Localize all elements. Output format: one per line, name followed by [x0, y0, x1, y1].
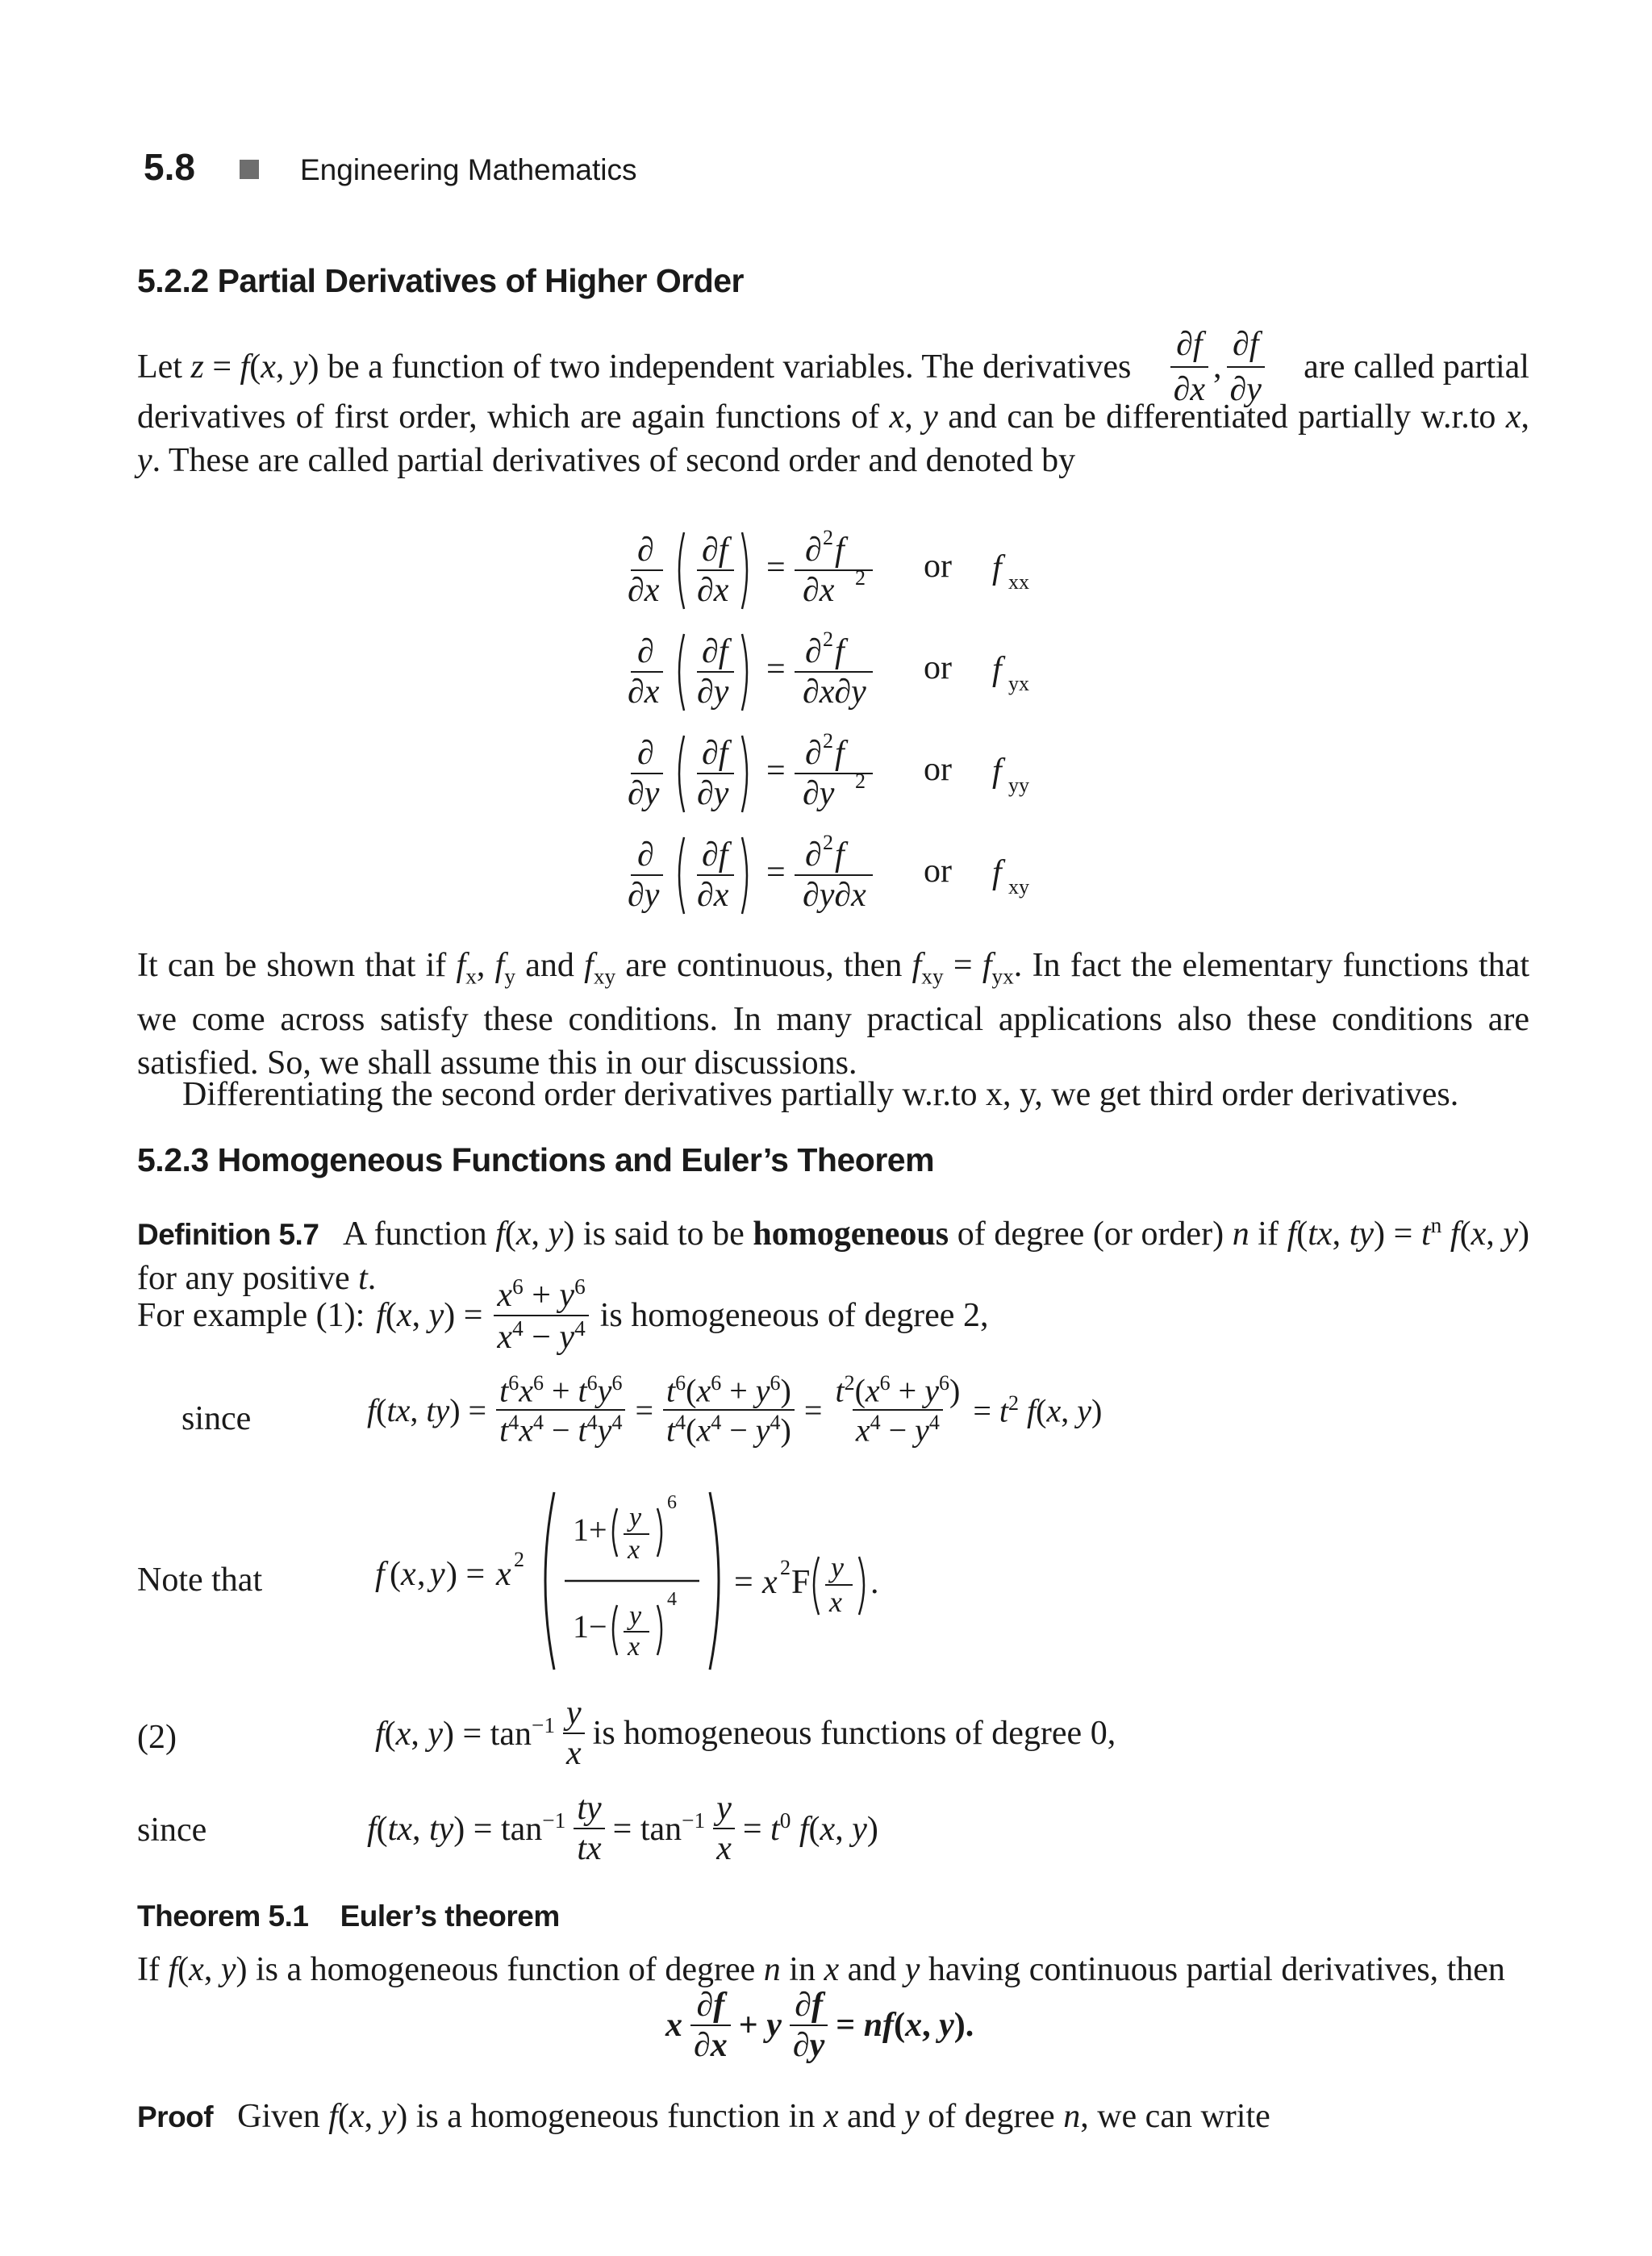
- svg-text:f: f: [835, 532, 845, 569]
- svg-text:2: 2: [855, 566, 866, 590]
- svg-text:=: =: [766, 753, 786, 790]
- svg-text:∂y: ∂y: [697, 775, 729, 812]
- square-bullet-icon: [240, 160, 259, 179]
- svg-text:∂: ∂: [637, 532, 654, 569]
- svg-text:∂x: ∂x: [803, 572, 835, 609]
- theorem-label: Theorem 5.1: [137, 1899, 309, 1933]
- example-2-label: (2): [137, 1719, 177, 1756]
- svg-text:F: F: [791, 1564, 811, 1601]
- svg-text:2: 2: [823, 729, 833, 753]
- example-1: For example (1): f(x, y) = $\frac{x^6 + y^6}{x^4 - y^4}$ is homogeneous of degree 2,: [137, 1274, 989, 1356]
- or-label: or: [924, 548, 952, 585]
- svg-text:∂x: ∂x: [697, 572, 729, 609]
- svg-text:∂f: ∂f: [702, 735, 728, 772]
- svg-text:∂f: ∂f: [702, 836, 728, 874]
- proof: Proof Given f(x, y) is a homogeneous function in x and y of degree n, we can write: [137, 2098, 1270, 2135]
- svg-text:f: f: [835, 836, 845, 874]
- svg-text:∂y: ∂y: [803, 775, 835, 812]
- since-equation-1: f(tx, ty) = $\frac{t^6x^6 + t^6y^6}{t^4x^4 - t^4y^4}$ = $\frac{t^6(x^6 + y^6)}{t^4(x^4 - y^4)}$ = $\frac{t^2(x^6 + y^6)}{x^4 - y^4}$ = $t^2$ f(x, y): [367, 1371, 1103, 1449]
- since-equation-2: f(tx, $ty) = \tan^{-1}$ $\frac{ty}{tx}$ = $\tan^{-1}$ $\frac{y}{x}$ = $t^0$ f(x, y): [367, 1790, 878, 1867]
- example-1-text: is homogeneous of degree 2,: [599, 1297, 989, 1334]
- svg-text:2: 2: [823, 831, 833, 854]
- svg-text:x: x: [829, 1586, 842, 1618]
- svg-text:∂y: ∂y: [628, 775, 660, 812]
- svg-text:1−: 1−: [573, 1608, 607, 1645]
- svg-text:y: y: [629, 1503, 642, 1532]
- svg-text:∂f: ∂f: [702, 633, 728, 670]
- f-symbol: f: [992, 854, 1002, 891]
- theorem-text: If f(x, y) is a homogeneous function of degree n in x and y having continuous partial derivatives, then: [137, 1951, 1505, 1988]
- since-label-1: since: [181, 1400, 252, 1437]
- definition-5-7: Definition 5.7 A function f(x, y) is said to be homogeneous of degree (or order) n if f(tx, $ty) = t^n$ f(x, y) for any positive t.: [137, 1213, 1529, 1297]
- svg-text:∂f: ∂f: [702, 532, 728, 569]
- svg-text:=: =: [766, 854, 786, 891]
- svg-text:,: ,: [417, 1556, 426, 1593]
- svg-text:x: x: [628, 1535, 640, 1565]
- svg-text:y: y: [831, 1551, 844, 1583]
- definition-label: Definition 5.7: [137, 1218, 319, 1251]
- paragraph-intro: Let z = f(x, y) be a function of two independent variables. The derivatives $\frac{\partial f}{\partial x}$ , $\frac{\partial f}{\partial y}$ are called partial derivatives of first order, which are again functions of x, y and can be differentiated partially w.r.to x, y. These are called partial derivatives of second order and denoted by: [137, 326, 1530, 479]
- svg-text:2: 2: [823, 628, 833, 651]
- section-heading-5-2-3: 5.2.3 Homogeneous Functions and Euler’s Theorem: [137, 1141, 935, 1178]
- svg-text:y: y: [430, 1556, 445, 1593]
- f-symbol: f: [992, 651, 1002, 688]
- subscript-yy: yy: [1008, 774, 1029, 797]
- svg-text:=: =: [766, 549, 786, 586]
- subscript-xy: xy: [1008, 875, 1029, 899]
- svg-text:∂: ∂: [637, 735, 654, 772]
- section-heading-5-2-2: 5.2.2 Partial Derivatives of Higher Order: [137, 262, 744, 299]
- f-symbol: f: [992, 753, 1002, 790]
- svg-text:∂: ∂: [805, 633, 822, 670]
- svg-text:x: x: [401, 1556, 416, 1593]
- example-2: f(x, $y) = \tan^{-1}$ $\frac{y}{x}$ is homogeneous functions of degree 0,: [375, 1695, 1116, 1772]
- svg-text:2: 2: [514, 1548, 524, 1571]
- svg-text:6: 6: [667, 1492, 677, 1513]
- svg-text:(: (: [390, 1556, 401, 1593]
- svg-text:f: f: [835, 633, 845, 670]
- paragraph-continuity: It can be shown that if $f_x$, $f_y$ and $f_{xy}$ are continuous, then $f_{xy} = f_{yx}$. In fact the elementary functions that we come across satisfy these conditions. In many practical applications also these conditions are satisfied. So, we shall assume this in our discussions.: [137, 947, 1530, 1082]
- subscript-yx: yx: [1008, 672, 1029, 695]
- svg-text:2: 2: [855, 769, 866, 793]
- svg-text:∂: ∂: [637, 836, 654, 874]
- note-label: Note that: [137, 1562, 263, 1599]
- since-label-2: since: [137, 1812, 207, 1849]
- theorem-heading: [137, 1899, 560, 1933]
- svg-text:f: f: [375, 1556, 385, 1593]
- svg-text:∂x: ∂x: [697, 877, 729, 914]
- f-symbol: f: [992, 549, 1002, 586]
- page-number: 5.8: [144, 146, 195, 188]
- subscript-xx: xx: [1008, 570, 1029, 594]
- example-2-text: is homogeneous functions of degree 0,: [592, 1715, 1116, 1752]
- example-1-label: For example (1):: [137, 1297, 365, 1334]
- svg-text:2: 2: [780, 1556, 791, 1579]
- or-label: or: [924, 853, 952, 890]
- svg-text:4: 4: [667, 1589, 677, 1610]
- or-label: or: [924, 751, 952, 788]
- note-equation: [375, 1476, 940, 1686]
- svg-text:∂: ∂: [637, 633, 654, 670]
- svg-text:∂: ∂: [805, 735, 822, 772]
- svg-text:∂y: ∂y: [628, 877, 660, 914]
- svg-text:x: x: [628, 1632, 640, 1662]
- svg-text:∂x: ∂x: [628, 673, 660, 711]
- proof-label: Proof: [137, 2100, 214, 2133]
- svg-text:∂y∂x: ∂y∂x: [803, 877, 866, 914]
- theorem-name: Euler’s theorem: [340, 1899, 560, 1933]
- svg-text:∂x: ∂x: [628, 572, 660, 609]
- second-order-derivatives: [613, 528, 1065, 932]
- svg-text:∂: ∂: [805, 836, 822, 874]
- euler-equation: x $\frac{\partial f}{\partial x}$ + y $\frac{\partial f}{\partial y}$ = nf(x, y).: [665, 1987, 974, 2064]
- svg-text:x: x: [762, 1564, 778, 1601]
- book-title: Engineering Mathematics: [300, 153, 637, 186]
- svg-text:∂y: ∂y: [697, 673, 729, 711]
- svg-text:.: .: [870, 1564, 879, 1601]
- svg-text:) =: ) =: [446, 1556, 486, 1593]
- svg-text:=: =: [734, 1564, 753, 1601]
- svg-text:x: x: [496, 1556, 511, 1593]
- svg-text:y: y: [629, 1601, 642, 1631]
- svg-text:1+: 1+: [573, 1512, 607, 1548]
- svg-text:f: f: [835, 735, 845, 772]
- svg-text:=: =: [766, 651, 786, 688]
- or-label: or: [924, 649, 952, 686]
- svg-text:2: 2: [823, 528, 833, 549]
- svg-text:∂x∂y: ∂x∂y: [803, 673, 866, 711]
- svg-text:∂: ∂: [805, 532, 822, 569]
- paragraph-third-order: Differentiating the second order derivatives partially w.r.to x, y, we get third order derivatives.: [182, 1076, 1459, 1113]
